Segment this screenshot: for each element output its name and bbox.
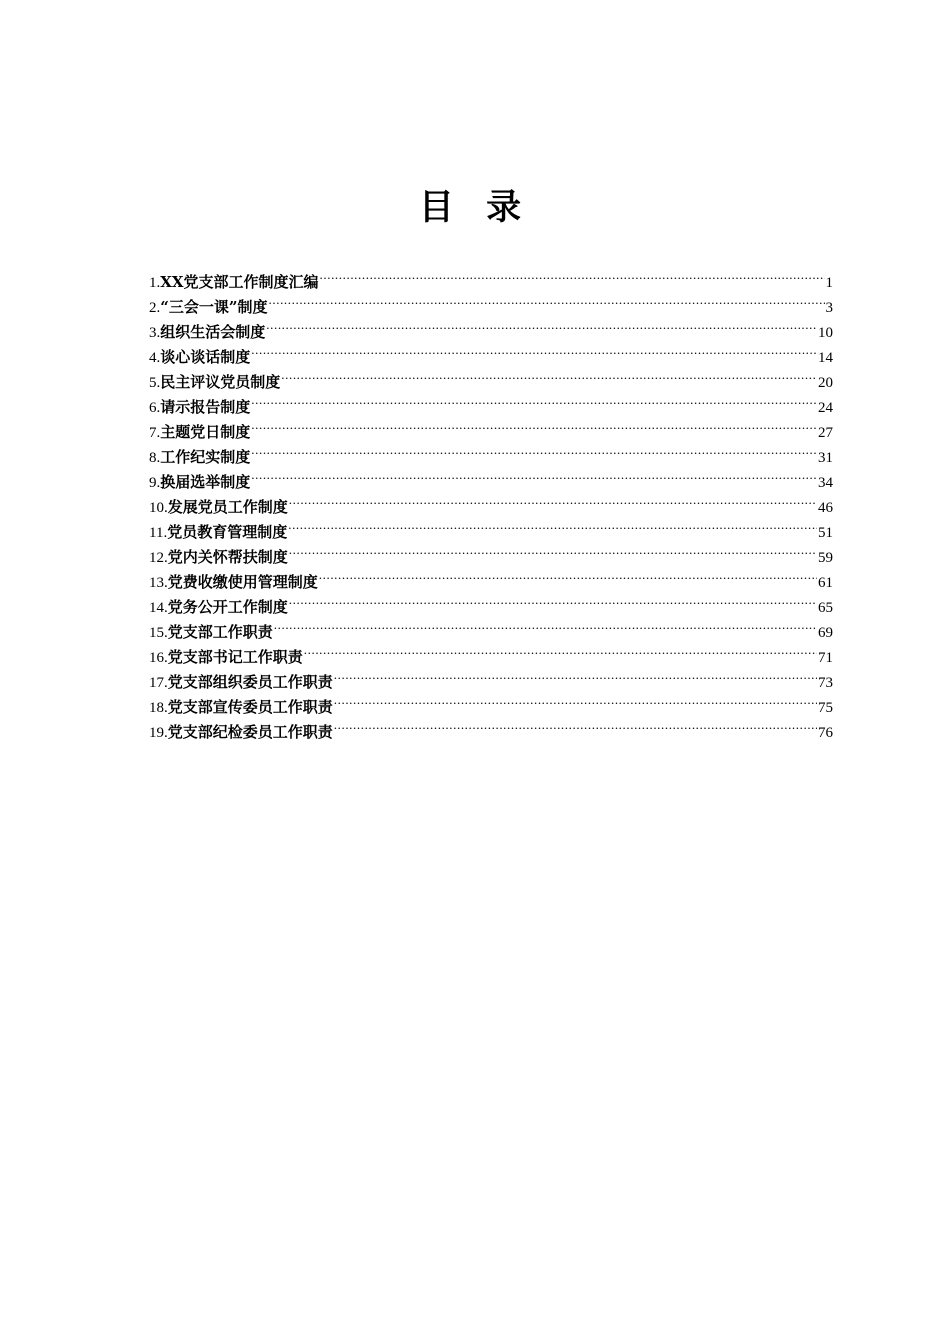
toc-dot-leader xyxy=(334,687,817,712)
toc-entry-number: 16. xyxy=(149,650,168,666)
toc-entry-label: 主题党日制度 xyxy=(160,423,251,441)
toc-entry-number: 6. xyxy=(149,400,161,416)
toc-entry[interactable] xyxy=(149,262,833,291)
toc-entry-number: 3. xyxy=(149,325,161,341)
toc-dot-leader xyxy=(320,262,825,287)
toc-entry-label: 换届选举制度 xyxy=(160,473,251,491)
toc-entry-label: “三会一课”制度 xyxy=(160,298,268,316)
toc-entry-number: 19. xyxy=(149,725,168,741)
toc-dot-leader xyxy=(289,587,817,612)
toc-entry[interactable] xyxy=(149,387,833,416)
toc-entry-label: 组织生活会制度 xyxy=(160,323,266,341)
toc-entry-page: 46 xyxy=(818,500,833,516)
toc-dot-leader xyxy=(319,562,817,587)
toc-dot-leader xyxy=(266,312,817,337)
toc-dot-leader xyxy=(304,637,817,662)
toc-entry-label: 党支部纪检委员工作职责 xyxy=(167,723,333,741)
toc-entry-label: 党费收缴使用管理制度 xyxy=(167,573,318,591)
toc-list xyxy=(149,262,833,741)
toc-dot-leader xyxy=(274,612,817,637)
toc-entry-page: 61 xyxy=(818,575,833,591)
toc-dot-leader xyxy=(334,662,817,687)
toc-dot-leader xyxy=(251,337,817,362)
toc-dot-leader xyxy=(251,387,817,412)
toc-entry-page: 14 xyxy=(818,350,833,366)
toc-dot-leader xyxy=(251,462,817,487)
toc-entry[interactable] xyxy=(149,487,833,516)
toc-entry-number: 9. xyxy=(149,475,161,491)
toc-entry-page: 69 xyxy=(818,625,833,641)
toc-dot-leader xyxy=(281,362,817,387)
toc-entry-label: 党员教育管理制度 xyxy=(167,523,288,541)
toc-entry-page: 59 xyxy=(818,550,833,566)
toc-entry-page: 10 xyxy=(818,325,833,341)
toc-entry-page: 27 xyxy=(818,425,833,441)
toc-dot-leader xyxy=(251,437,817,462)
toc-entry-number: 8. xyxy=(149,450,161,466)
toc-entry-page: 65 xyxy=(818,600,833,616)
toc-entry-label: 党内关怀帮扶制度 xyxy=(167,548,288,566)
toc-entry-page: 24 xyxy=(818,400,833,416)
toc-dot-leader xyxy=(269,287,825,312)
toc-entry[interactable] xyxy=(149,337,833,366)
toc-entry-page: 34 xyxy=(818,475,833,491)
toc-dot-leader xyxy=(288,512,817,537)
toc-title: 目 录 xyxy=(418,187,532,228)
toc-entry-number: 15. xyxy=(149,625,168,641)
toc-entry-label: 党支部书记工作职责 xyxy=(167,648,303,666)
toc-entry-number: 12. xyxy=(149,550,168,566)
toc-entry-page: 75 xyxy=(818,700,833,716)
toc-entry[interactable] xyxy=(149,462,833,491)
toc-entry-number: 14. xyxy=(149,600,168,616)
toc-entry-label: 党务公开工作制度 xyxy=(167,598,288,616)
toc-entry-label: XX党支部工作制度汇编 xyxy=(160,273,319,291)
toc-entry-label: 党支部组织委员工作职责 xyxy=(167,673,333,691)
toc-entry-page: 71 xyxy=(818,650,833,666)
toc-entry-number: 5. xyxy=(149,375,161,391)
toc-entry-page: 73 xyxy=(818,675,833,691)
toc-entry-page: 1 xyxy=(825,275,833,291)
toc-entry-number: 13. xyxy=(149,575,168,591)
toc-entry-page: 76 xyxy=(818,725,833,741)
toc-entry-label: 党支部宣传委员工作职责 xyxy=(167,698,333,716)
toc-entry-page: 31 xyxy=(818,450,833,466)
toc-entry-page: 20 xyxy=(818,375,833,391)
toc-entry-label: 请示报告制度 xyxy=(160,398,251,416)
toc-dot-leader xyxy=(289,487,817,512)
toc-dot-leader xyxy=(289,537,817,562)
toc-dot-leader xyxy=(251,412,817,437)
toc-entry-number: 1. xyxy=(149,275,161,291)
toc-entry-label: 民主评议党员制度 xyxy=(160,373,281,391)
toc-entry-label: 党支部工作职责 xyxy=(167,623,273,641)
toc-entry-page: 51 xyxy=(818,525,833,541)
toc-entry-number: 17. xyxy=(149,675,168,691)
toc-entry-number: 10. xyxy=(149,500,168,516)
toc-entry-number: 4. xyxy=(149,350,161,366)
toc-entry-number: 11. xyxy=(149,525,168,541)
toc-entry[interactable] xyxy=(149,362,833,391)
toc-entry-page: 3 xyxy=(825,300,833,316)
toc-entry-label: 发展党员工作制度 xyxy=(167,498,288,516)
toc-entry-label: 工作纪实制度 xyxy=(160,448,251,466)
toc-entry-number: 18. xyxy=(149,700,168,716)
toc-entry-label: 谈心谈话制度 xyxy=(160,348,251,366)
toc-dot-leader xyxy=(334,712,817,737)
toc-entry-number: 2. xyxy=(149,300,161,316)
toc-entry-number: 7. xyxy=(149,425,161,441)
toc-entry[interactable] xyxy=(149,412,833,441)
toc-entry[interactable] xyxy=(149,437,833,466)
